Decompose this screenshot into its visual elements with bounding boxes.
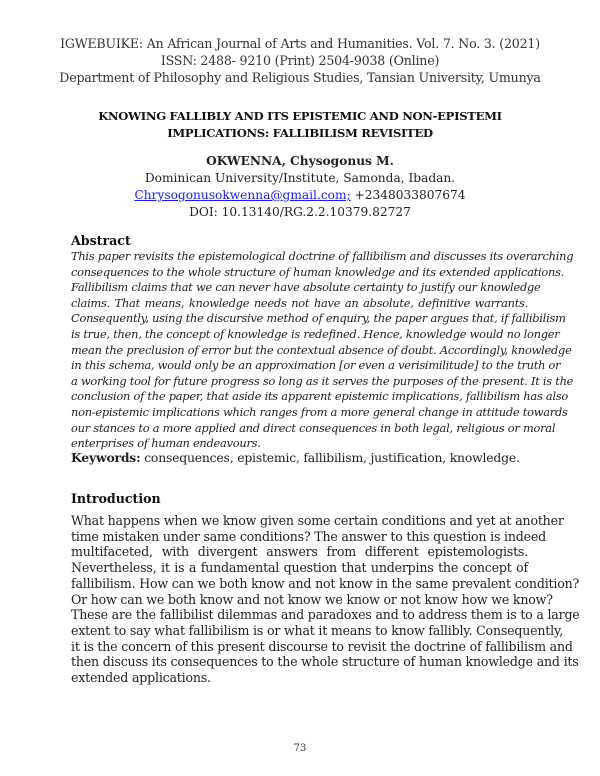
text-line: This paper revisits the epistemological doctrine of fallibilism and discusses its overarching xyxy=(71,249,574,263)
text-line: multifaceted, with divergent answers from different epistemologists. xyxy=(71,544,528,560)
author-affiliation: Dominican University/Institute, Samonda, Ibadan. xyxy=(144,171,456,185)
text-line: Fallibilism claims that we can never have absolute certainty to justify our knowledge xyxy=(71,280,541,295)
text-line: non-epistemic implications which ranges from a more general change in attitude towards xyxy=(71,404,568,419)
abstract-body xyxy=(71,249,574,452)
keywords xyxy=(71,450,528,465)
email-link[interactable]: Chrysogonusokwenna@gmail.com; xyxy=(134,188,351,202)
doi: DOI: 10.13140/RG.2.2.10379.82727 xyxy=(189,205,411,219)
text-line: claims. That means, knowledge needs not have an absolute, definitive warrants. xyxy=(71,295,528,310)
text-line: extent to say what fallibilism is or what it means to know fallibly. Consequently, xyxy=(71,622,564,638)
text-line: it is the concern of this present discourse to revisit the doctrine of fallibilism and xyxy=(71,638,573,654)
text-line: Or how can we both know and not know we know or not know how we know? xyxy=(71,591,553,607)
text-line: Consequently, using the discursive method of enquiry, the paper argues that, if fallibilism xyxy=(71,311,566,326)
keywords-list: consequences, epistemic, fallibilism, justification, knowledge. xyxy=(140,450,520,465)
text-line: consequences to the whole structure of human knowledge and its extended applications. xyxy=(71,264,565,279)
page-number: 73 xyxy=(293,743,307,754)
text-line: conclusion of the paper, that aside its apparent epistemic implications, fallibilism has also xyxy=(71,389,569,404)
article-title-line-1: KNOWING FALLIBLY AND ITS EPISTEMIC AND NON-EPISTEMI xyxy=(98,109,502,123)
text-line: Nevertheless, it is a fundamental question that underpins the concept of xyxy=(71,560,528,576)
text-line: enterprises of human endeavours. xyxy=(71,436,261,451)
phone-number: +2348033807674 xyxy=(350,188,466,202)
text-line: a working tool for future progress so long as it serves the purposes of the present. It is the xyxy=(71,373,574,388)
text-line: What happens when we know given some certain conditions and yet at another xyxy=(71,513,564,528)
text-line: time mistaken under same conditions? The answer to this question is indeed xyxy=(71,528,547,544)
text-line: These are the fallibilist dilemmas and paradoxes and to address them is to a large xyxy=(71,607,580,623)
article-title-line-2: IMPLICATIONS: FALLIBILISM REVISITED xyxy=(167,126,433,140)
text-line: is true, then, the concept of knowledge is redefined. Hence, knowledge would no longer xyxy=(71,326,560,341)
text-line: extended applications. xyxy=(71,670,211,686)
keywords-label: Keywords: xyxy=(71,450,141,465)
department-line: Department of Philosophy and Religious Studies, Tansian University, Umunya xyxy=(59,70,541,85)
abstract-heading: Abstract xyxy=(71,233,131,248)
author-name: OKWENNA, Chysogonus M. xyxy=(206,154,394,168)
text-line: in this schema, would only be an approximation [or even a verisimilitude] to the truth or xyxy=(71,358,561,373)
text-line: then discuss its consequences to the whole structure of human knowledge and its xyxy=(71,654,579,670)
text-line: fallibilism. How can we both know and not know in the same prevalent condition? xyxy=(71,575,580,591)
author-contact xyxy=(0,188,600,202)
introduction-body xyxy=(71,513,580,686)
issn-line: ISSN: 2488- 9210 (Print) 2504-9038 (Online) xyxy=(160,53,440,68)
text-line: our stances to a more applied and direct consequences in both legal, religious or moral xyxy=(71,420,556,435)
text-line: mean the preclusion of error but the contextual absence of doubt. Accordingly, knowledge xyxy=(71,342,572,357)
introduction-heading: Introduction xyxy=(71,491,161,506)
journal-header: IGWEBUIKE: An African Journal of Arts and Humanities. Vol. 7. No. 3. (2021) xyxy=(60,36,540,51)
